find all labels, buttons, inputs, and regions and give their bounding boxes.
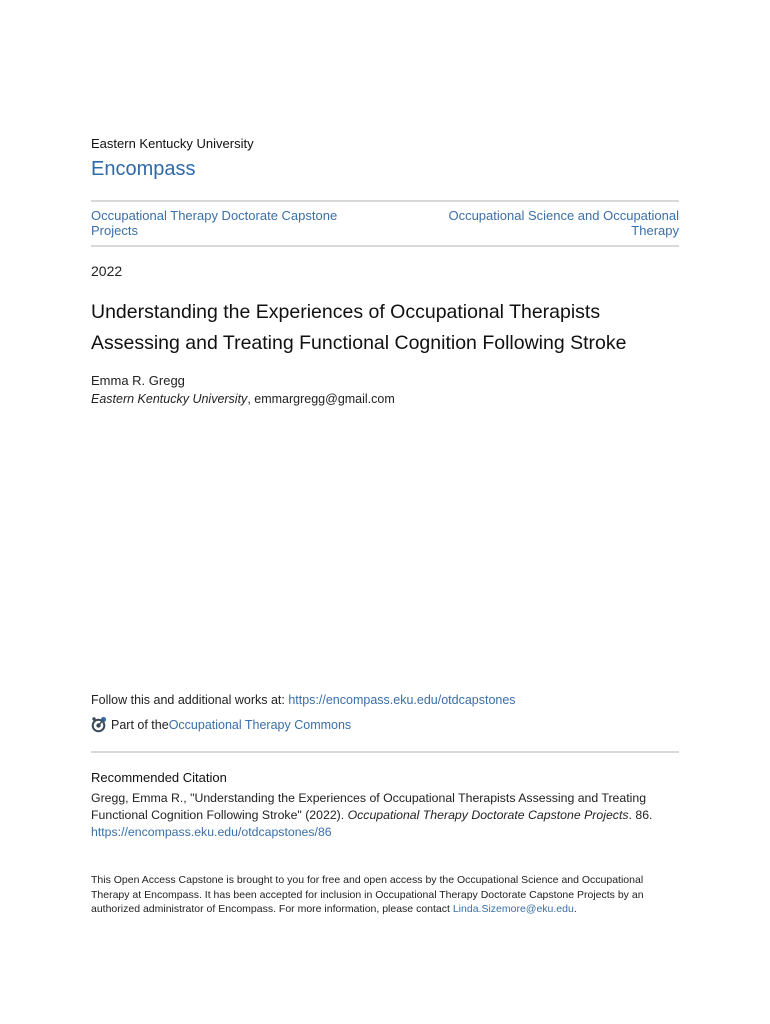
citation-body: Gregg, Emma R., "Understanding the Experiences of Occupational Therapists Assessing and Treating Functional Cognition Following Stroke" (2022). (91, 791, 647, 822)
citation-series: Occupational Therapy Doctorate Capstone Projects (347, 808, 629, 822)
notice-end: . (573, 903, 577, 916)
access-notice (91, 873, 651, 917)
follow-text: Follow this and additional works at: (91, 693, 289, 707)
collection-link-right[interactable]: Occupational Science and Occupational Therapy (448, 208, 679, 238)
citation-number: . 86. (628, 808, 653, 822)
part-of-line (91, 716, 351, 733)
author-affiliation (91, 392, 395, 406)
collections-divider (91, 245, 679, 247)
cover-page (91, 0, 679, 1024)
affiliation-separator: , (247, 392, 255, 406)
part-of-text: Part of the (111, 717, 169, 732)
notice-text: This Open Access Capstone is brought to you for free and open access by the Occupational Science and Occupational Therapy at Encompass. It has been accepted for inclusion in Occupational Therapy Doctorate Capstone Projects by an authorized administrator of Encompass. For more information, please contact (91, 874, 644, 916)
document-title: Understanding the Experiences of Occupational Therapists Assessing and Treating Functional Cognition Following Stroke (91, 301, 627, 354)
citation-text (91, 790, 679, 841)
citation-divider (91, 751, 679, 753)
follow-line (91, 693, 516, 707)
author-email: emmargregg@gmail.com (254, 392, 395, 406)
institution-name: Eastern Kentucky University (91, 136, 254, 151)
collection-link-left[interactable]: Occupational Therapy Doctorate Capstone Projects (91, 208, 338, 238)
citation-heading: Recommended Citation (91, 770, 227, 785)
network-icon (91, 716, 108, 733)
publication-year: 2022 (91, 263, 123, 279)
affiliation-name: Eastern Kentucky University (91, 392, 248, 406)
author-name: Emma R. Gregg (91, 373, 185, 388)
citation-url-link[interactable]: https://encompass.eku.edu/otdcapstones/86 (91, 825, 332, 839)
contact-email-link[interactable]: Linda.Sizemore@eku.edu (452, 903, 574, 916)
commons-link[interactable]: Occupational Therapy Commons (168, 717, 352, 732)
follow-url-link[interactable]: https://encompass.eku.edu/otdcapstones (288, 693, 516, 707)
repository-name-link[interactable]: Encompass (91, 158, 196, 180)
top-divider (91, 200, 679, 202)
